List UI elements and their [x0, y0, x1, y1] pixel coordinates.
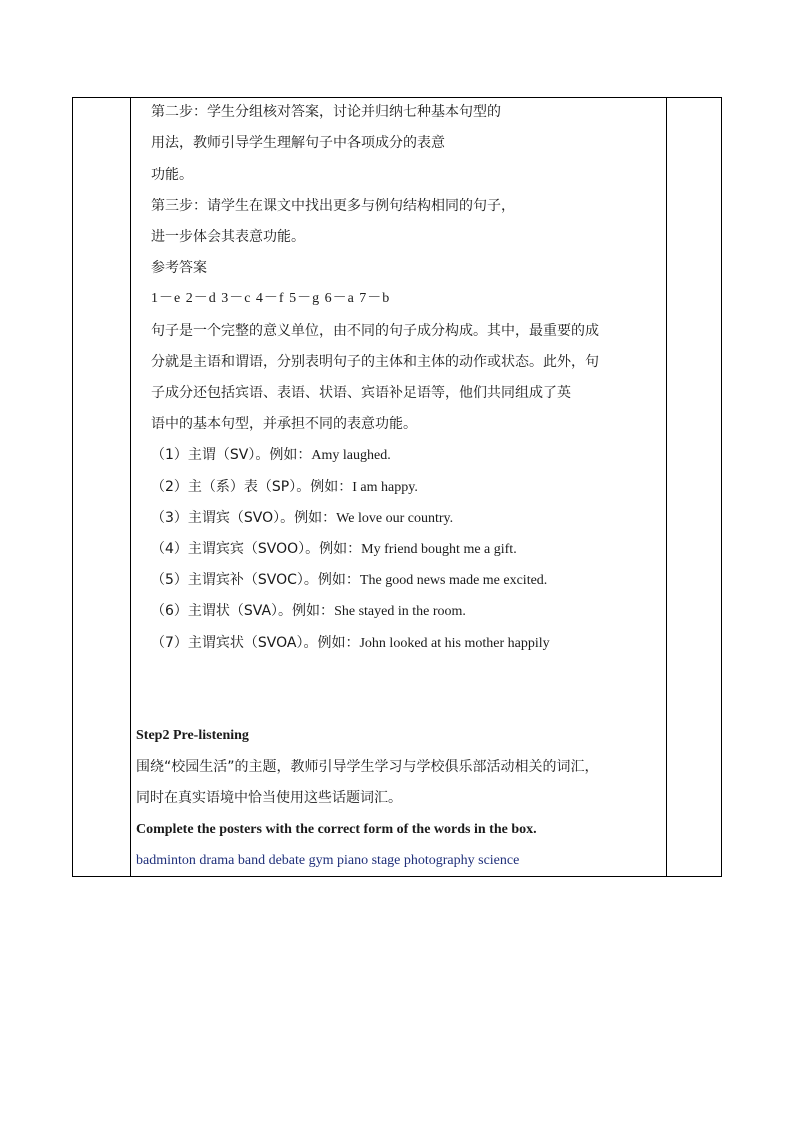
answer-key: 1－e 2－d 3－c 4－f 5－g 6－a 7－b: [151, 291, 391, 306]
answers-heading: 参考答案: [151, 260, 207, 276]
pattern-label: （1）主谓（SV）。例如：: [151, 447, 312, 463]
pattern-item: [151, 446, 391, 465]
prelistening-instruction: Complete the posters with the correct form of the words in the box.: [136, 822, 537, 837]
word-box: badminton drama band debate gym piano stage photography science: [136, 853, 520, 868]
left-column: [73, 98, 131, 876]
pattern-label: （2）主（系）表（SP）。例如：: [151, 479, 353, 495]
pattern-example: Amy laughed.: [311, 448, 391, 463]
pattern-item: [151, 571, 547, 590]
pattern-item: [151, 540, 517, 559]
pattern-example: John looked at his mother happily: [359, 636, 550, 651]
step2-line1: 第二步：学生分组核对答案，讨论并归纳七种基本句型的: [151, 104, 501, 120]
explanation-line: 语中的基本句型，并承担不同的表意功能。: [151, 416, 417, 432]
right-column: [666, 98, 721, 876]
pattern-label: （6）主谓状（SVA）。例如：: [151, 603, 335, 619]
prelistening-desc-line2: 同时在真实语境中恰当使用这些话题词汇。: [136, 790, 402, 806]
pattern-item: [151, 509, 453, 528]
pattern-item: [151, 634, 550, 653]
pattern-example: The good news made me excited.: [359, 573, 548, 588]
explanation-line: 句子是一个完整的意义单位，由不同的句子成分构成。其中，最重要的成: [151, 323, 599, 339]
pattern-label: （3）主谓宾（SVO）。例如：: [151, 510, 337, 526]
pattern-example: She stayed in the room.: [334, 604, 466, 619]
pattern-example: My friend bought me a gift.: [361, 542, 517, 557]
pattern-label: （5）主谓宾补（SVOC）。例如：: [151, 572, 360, 588]
prelistening-desc-line1: 围绕“校园生活”的主题，教师引导学生学习与学校俱乐部活动相关的词汇，: [136, 759, 599, 775]
pattern-example: I am happy.: [352, 480, 418, 495]
pattern-item: [151, 602, 466, 621]
pattern-label: （4）主谓宾宾（SVOO）。例如：: [151, 541, 362, 557]
pattern-item: [151, 478, 418, 497]
prelistening-title: Step2 Pre-listening: [136, 728, 249, 743]
step2-line2: 用法，教师引导学生理解句子中各项成分的表意: [151, 135, 445, 151]
pattern-example: We love our country.: [336, 511, 454, 526]
step3-line2: 进一步体会其表意功能。: [151, 229, 305, 245]
explanation-line: 子成分还包括宾语、表语、状语、宾语补足语等，他们共同组成了英: [151, 385, 571, 401]
step2-line3: 功能。: [151, 167, 193, 183]
step3-line1: 第三步：请学生在课文中找出更多与例句结构相同的句子，: [151, 198, 515, 214]
pattern-label: （7）主谓宾状（SVOA）。例如：: [151, 635, 360, 651]
explanation-line: 分就是主语和谓语，分别表明句子的主体和主体的动作或状态。此外，句: [151, 354, 599, 370]
